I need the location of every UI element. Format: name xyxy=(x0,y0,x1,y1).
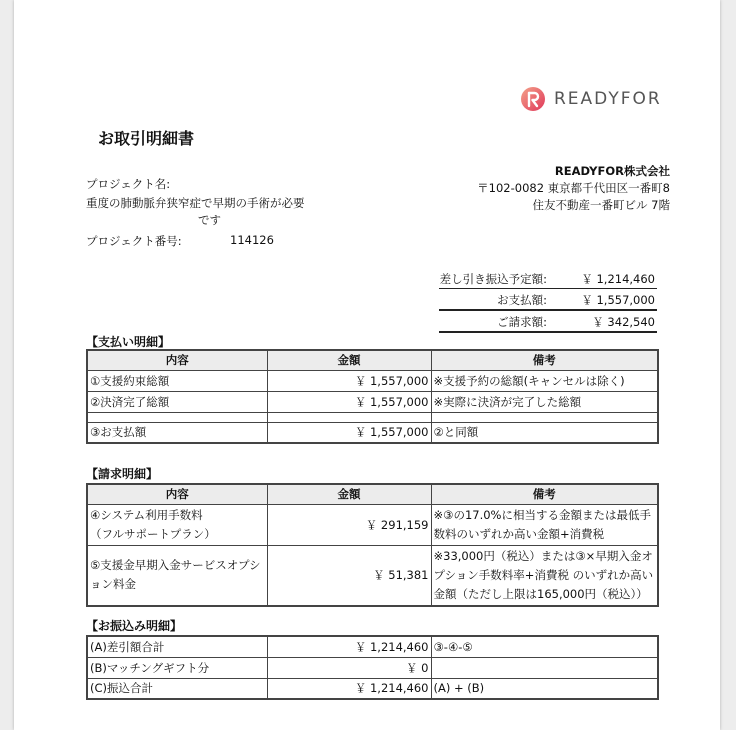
transfer-table xyxy=(86,635,659,700)
row-item-line2: （フルサポートプラン） xyxy=(90,526,216,541)
row-amount: ￥ 1,214,460 xyxy=(267,678,431,699)
readyfor-r-logo-icon xyxy=(520,86,546,112)
row-note-line1: ※③の17.0%に相当する金額または最低手 xyxy=(433,507,651,522)
summary-row xyxy=(439,268,657,289)
row-item: (A)差引額合計 xyxy=(87,636,267,657)
row-note: ※実際に決済が完了した総額 xyxy=(431,391,658,412)
table-row xyxy=(87,636,658,657)
col-header-amount: 金額 xyxy=(267,484,431,504)
row-amount: ￥ 1,557,000 xyxy=(267,370,431,391)
row-note xyxy=(431,504,658,545)
row-item-line1: ④システム利用手数料 xyxy=(90,507,203,522)
table-row xyxy=(87,545,658,606)
payment-table xyxy=(86,349,659,444)
table-spacer-row xyxy=(87,412,658,422)
row-note: ③-④-⑤ xyxy=(431,636,658,657)
row-item: ①支援約束総額 xyxy=(87,370,267,391)
row-note-line2: 数料のいずれか高い金額+消費税 xyxy=(433,526,605,541)
payment-heading: 【支払い明細】 xyxy=(86,335,171,349)
project-name-line1: 重度の肺動脈弁狭窄症で早期の手術が必要 xyxy=(86,196,305,210)
logo-wordmark: READYFOR xyxy=(554,89,662,109)
row-note xyxy=(431,545,658,606)
company-address1: 〒102-0082 東京都千代田区一番町8 xyxy=(477,181,670,195)
col-header-note: 備考 xyxy=(431,484,658,504)
summary-value: ￥ 1,214,460 xyxy=(581,272,655,286)
summary-row xyxy=(439,289,657,311)
summary-row xyxy=(439,311,657,333)
row-amount: ￥ 51,381 xyxy=(267,545,431,606)
row-amount: ￥ 1,214,460 xyxy=(267,636,431,657)
row-item: (C)振込合計 xyxy=(87,678,267,699)
row-item xyxy=(87,504,267,545)
row-note-line2: プション手数料率+消費税 のいずれか高い xyxy=(433,567,654,582)
document-page xyxy=(14,0,720,730)
row-note-line1: ※33,000円（税込）または③×早期入金オ xyxy=(433,548,653,563)
row-amount: ￥ 1,557,000 xyxy=(267,391,431,412)
project-name-line2: です xyxy=(198,213,221,227)
company-name: READYFOR株式会社 xyxy=(554,164,670,178)
row-note: (A) + (B) xyxy=(431,678,658,699)
row-item: ②決済完了総額 xyxy=(87,391,267,412)
project-number-label: プロジェクト番号: xyxy=(86,234,182,248)
col-header-content: 内容 xyxy=(87,350,267,370)
row-note-line3: 金額（ただし上限は165,000円（税込）） xyxy=(433,586,648,601)
row-note: ②と同額 xyxy=(431,422,658,443)
billing-table xyxy=(86,483,659,607)
table-row xyxy=(87,422,658,443)
col-header-amount: 金額 xyxy=(267,350,431,370)
row-item xyxy=(87,545,267,606)
row-note: ※支援予約の総額(キャンセルは除く) xyxy=(431,370,658,391)
row-amount: ￥ 1,557,000 xyxy=(267,422,431,443)
row-amount: ￥ 291,159 xyxy=(267,504,431,545)
row-item-line2: ョン料金 xyxy=(90,577,136,591)
readyfor-logo xyxy=(520,86,662,112)
document-title: お取引明細書 xyxy=(98,129,195,148)
summary-label: お支払額: xyxy=(497,293,547,307)
company-address2: 住友不動産一番町ビル 7階 xyxy=(532,198,670,212)
row-item: ③お支払額 xyxy=(87,422,267,443)
table-row xyxy=(87,504,658,545)
row-item-line1: ⑤支援金早期入金サービスオプシ xyxy=(90,558,261,572)
row-amount: ￥ 0 xyxy=(267,657,431,678)
row-item: (B)マッチングギフト分 xyxy=(87,657,267,678)
summary-box xyxy=(439,268,657,333)
table-row xyxy=(87,678,658,699)
summary-value: ￥ 342,540 xyxy=(592,315,655,329)
col-header-content: 内容 xyxy=(87,484,267,504)
table-row xyxy=(87,391,658,412)
transfer-heading: 【お振込み明細】 xyxy=(86,619,183,633)
row-note xyxy=(431,657,658,678)
project-number-value: 114126 xyxy=(230,233,274,247)
summary-label: 差し引き振込予定額: xyxy=(439,272,547,286)
billing-heading: 【請求明細】 xyxy=(86,467,159,481)
col-header-note: 備考 xyxy=(431,350,658,370)
table-row xyxy=(87,657,658,678)
table-row xyxy=(87,370,658,391)
project-name-label: プロジェクト名: xyxy=(86,177,171,191)
summary-label: ご請求額: xyxy=(497,315,547,329)
summary-value: ￥ 1,557,000 xyxy=(581,293,655,307)
